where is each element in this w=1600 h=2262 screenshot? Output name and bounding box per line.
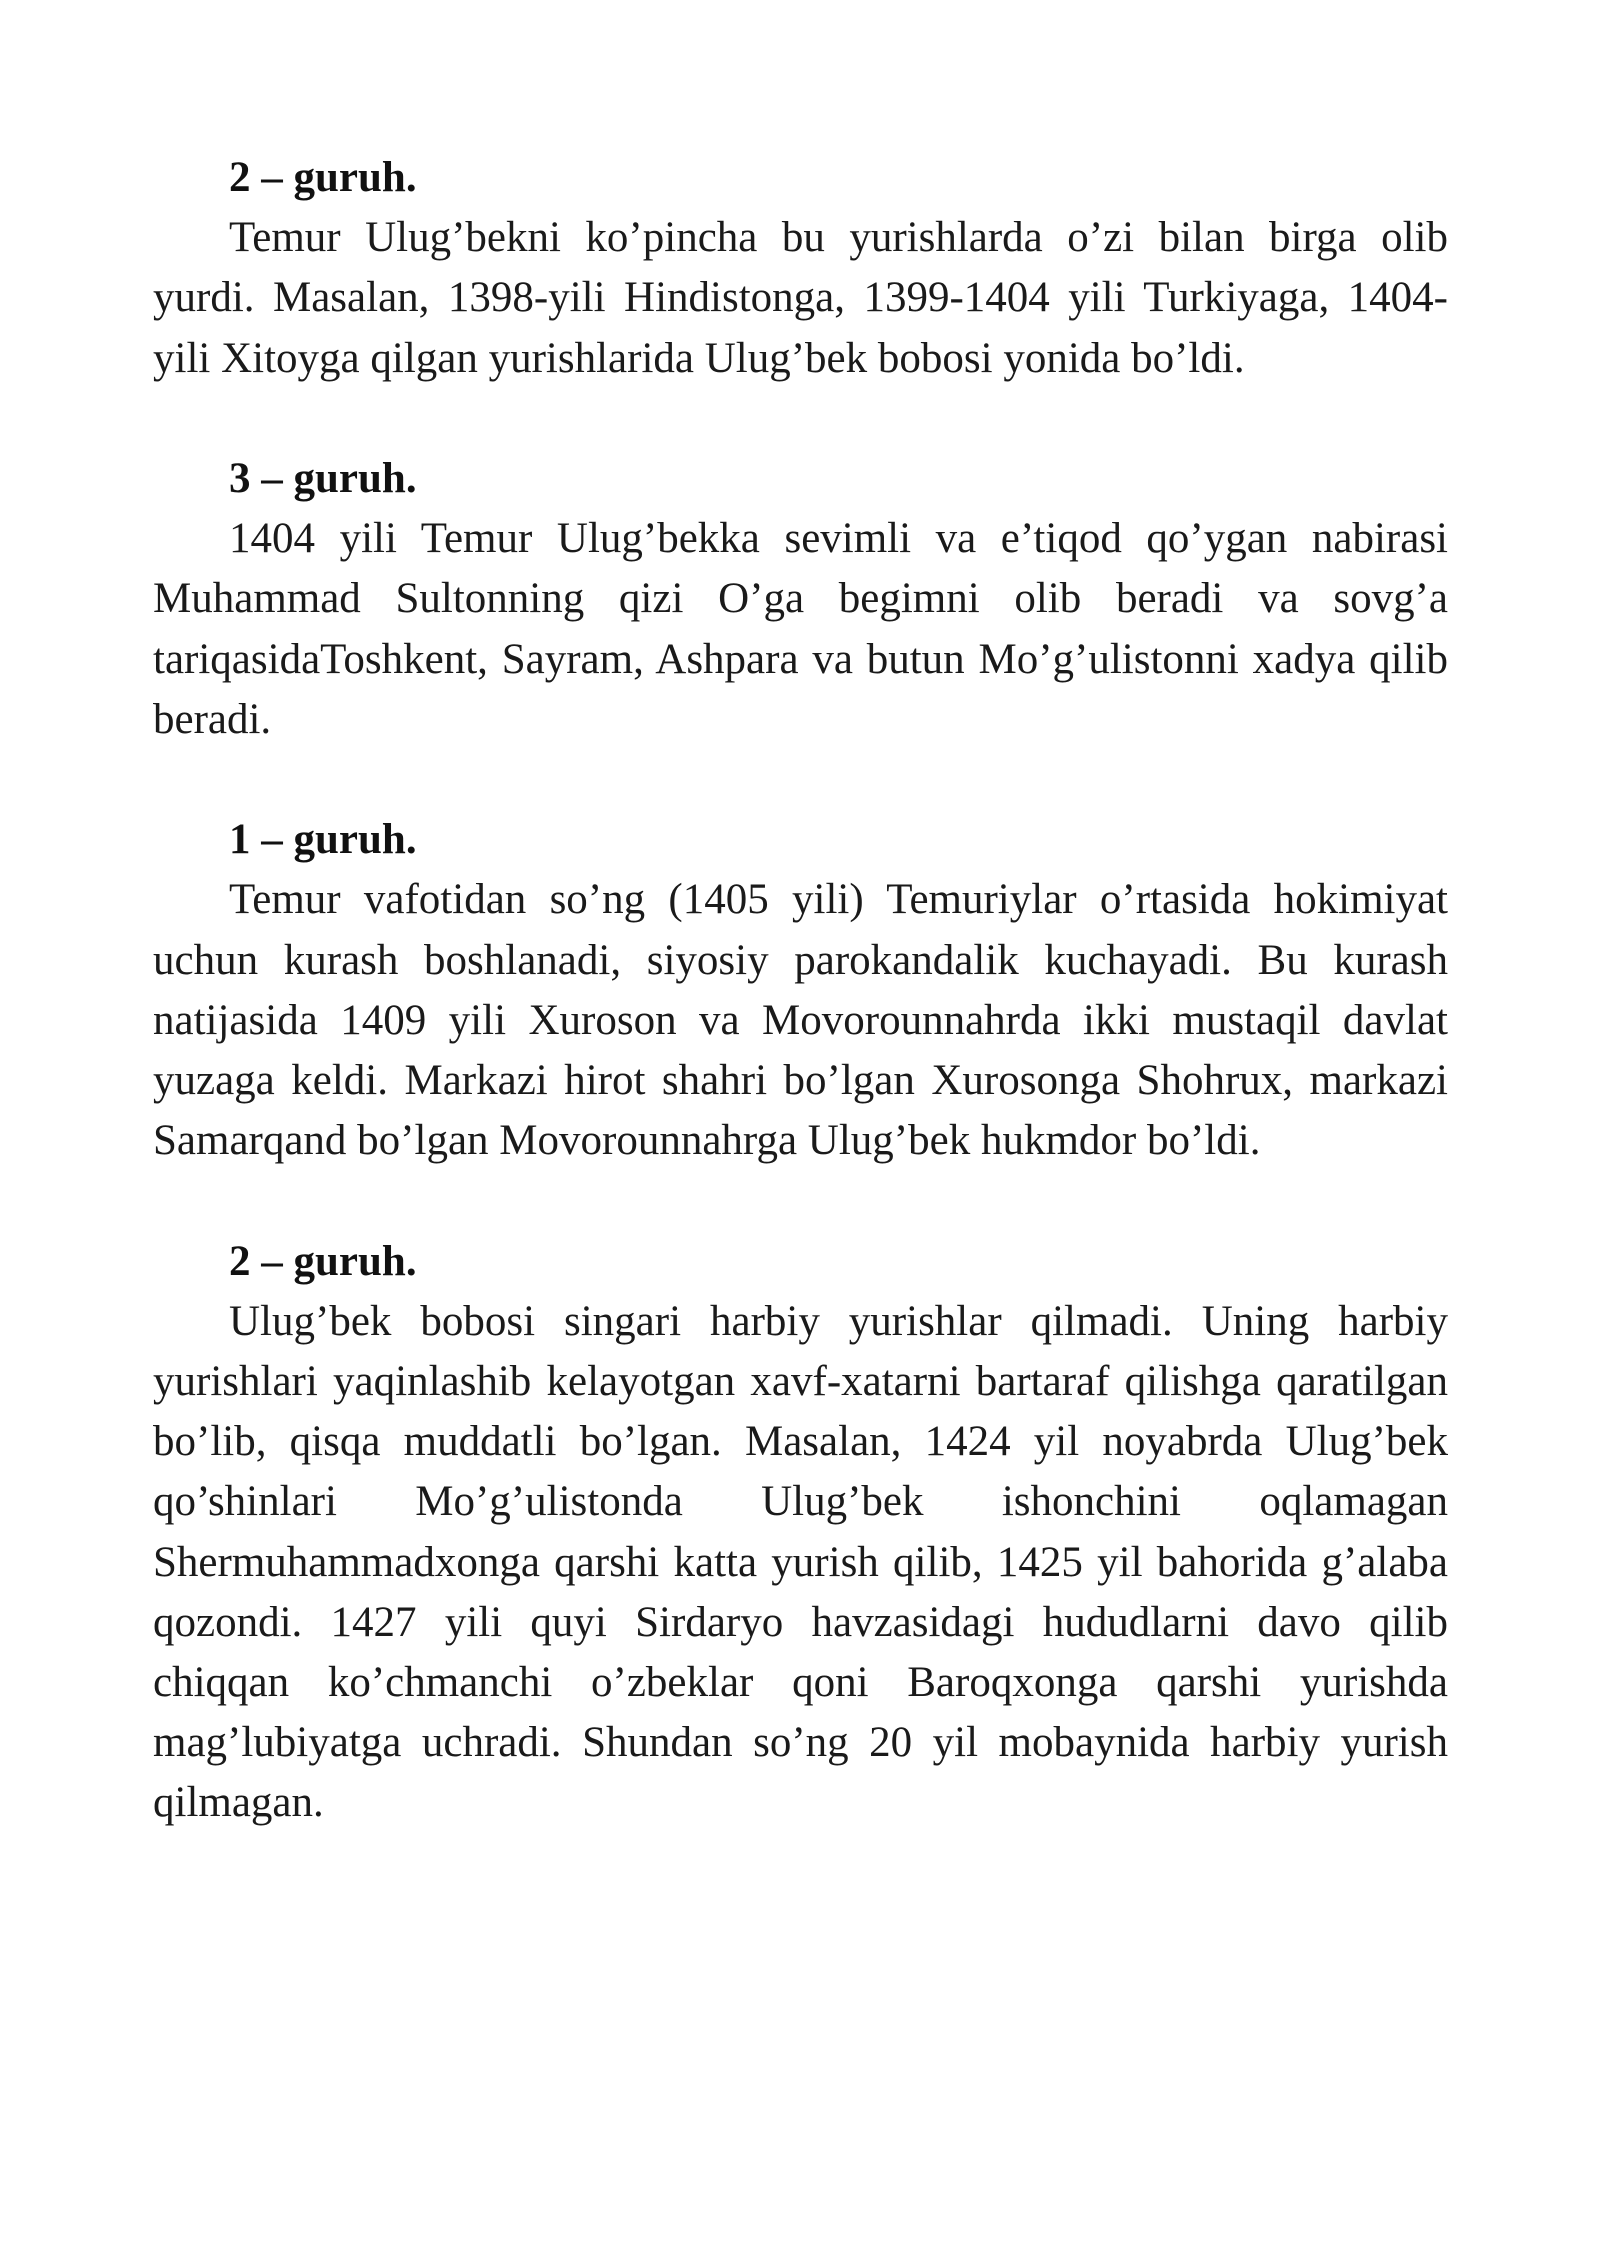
section-paragraph: Temur Ulug’bekni ko’pincha bu yurishlarda o’zi bilan birga olib yurdi. Masalan, 1398-yili Hindistonga, 1399-1404 yili Turkiyaga, 1404-yili Xitoyga qilgan yurishlarida Ulug’bek bobosi yonida bo’ldi.: [153, 214, 1448, 382]
section-group-1-succession: [153, 810, 1448, 1171]
section-heading: 2 – guruh.: [229, 154, 417, 201]
document-page: [153, 148, 1448, 1894]
section-heading: 1 – guruh.: [229, 816, 417, 864]
section-group-2-campaigns: [153, 148, 1448, 389]
section-heading: 3 – guruh.: [229, 455, 417, 502]
section-group-2-military: [153, 1232, 1448, 1834]
section-group-3-marriage: [153, 449, 1448, 750]
section-paragraph: 1404 yili Temur Ulug’bekka sevimli va e’tiqod qo’ygan nabirasi Muhammad Sultonning qizi O’ga begimni olib beradi va sovg’a tariqasidaToshkent, Sayram, Ashpara va butun Mo’g’ulistonni xadya qilib beradi.: [153, 515, 1448, 743]
section-paragraph: Ulug’bek bobosi singari harbiy yurishlar qilmadi. Uning harbiy yurishlari yaqinlashib kelayotgan xavf-xatarni bartaraf qilishga qaratilgan bo’lib, qisqa muddatli bo’lgan. Masalan, 1424 yil noyabrda Ulug’bek qo’shinlari Mo’g’ulistonda Ulug’bek ishonchini oqlamagan Shermuhammadxonga qarshi katta yurish qilib, 1425 yil bahorida g’alaba qozondi. 1427 yili quyi Sirdaryo havzasidagi hududlarni davo qilib chiqqan ko’chmanchi o’zbeklar qoni Baroqxonga qarshi yurishda mag’lubiyatga uchradi. Shundan so’ng 20 yil mobaynida harbiy yurish qilmagan.: [153, 1297, 1448, 1827]
section-heading: 2 – guruh.: [229, 1237, 417, 1285]
section-paragraph: Temur vafotidan so’ng (1405 yili) Temuriylar o’rtasida hokimiyat uchun kurash boshlanadi, siyosiy parokandalik kuchayadi. Bu kurash natijasida 1409 yili Xuroson va Movorounnahrda ikki mustaqil davlat yuzaga keldi. Markazi hirot shahri bo’lgan Xurosonga Shohrux, markazi Samarqand bo’lgan Movorounnahrga Ulug’bek hukmdor bo’ldi.: [153, 876, 1448, 1165]
